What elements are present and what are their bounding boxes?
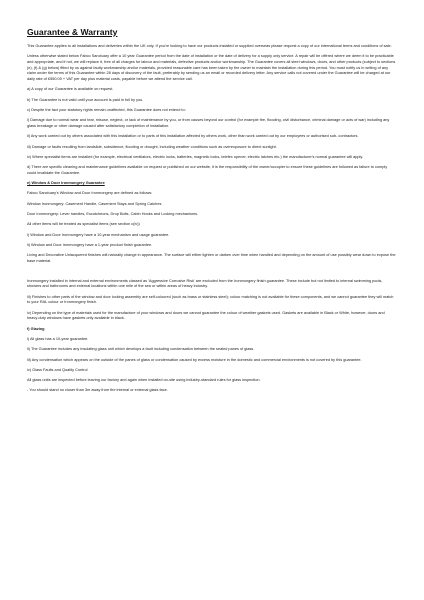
paragraph: Fabco Sanctuary's Window and Door Ironmongery are defined as follows: [27,191,153,196]
paragraph: iv) Depending on the type of materials used for the manufacture of your windows and doors we cannot guarantee the colour of weather gaskets used. Gaskets are available in Black or White, however, doors and heavy-duty windows have gaskets only available in black. [27,310,385,321]
paragraph: iii) Damage or faults resulting from landslide, subsidence, flooding or drought, including weather conditions such as overexposure to direct sunlight. [27,144,277,149]
section-heading: e) Window & Door Ironmongery Guarantee [27,181,105,186]
paragraph: Door Ironmongery: Lever handles, Escutcheons, Drop Bolts, Cabin Hooks and Locking mechanisms. [27,212,199,217]
paragraph: i) All glass has a 10-year guarantee. [27,336,89,341]
paragraph: ii) The Guarantee includes any insulating glass unit which develops a fault including condensation between the sealed panes of glass. [27,347,255,352]
paragraph: i) Window and Door Ironmongery have a 10-year mechanism and usage guarantee. [27,232,170,237]
paragraph: i) Damage due to normal wear and tear, misuse, neglect, or lack of maintenance by you, or from causes beyond our control (for example fire, flooding, civil disturbance, criminal damage or acts of war) including any glass breakage or other damage caused after satisfactory completion of installation. [27,118,390,128]
paragraph: This Guarantee applies to all installations and deliveries within the UK only. If you're looking to have our products installed or supplied overseas please request a copy of our international terms and conditions of sale. [27,44,392,48]
paragraph: b) The Guarantee is not valid until your account is paid in full by you. [27,97,144,102]
paragraph: Window Ironmongery: Casement Handle, Casement Stays and Spring Catches [27,201,162,206]
paragraph: d) There are specific cleaning and maintenance guidelines available on request or published on our website, it is the responsibility of the owner/occupier to ensure these guidelines are followed as failure to comply could invalidate the Guarantee. [27,165,388,175]
paragraph: iii) Any condensation which appears on the outside of the panes of glass or condensation caused by excess moisture in the domestic and commercial environments is not covered by this guarantee. [27,357,362,362]
paragraph: iii) Finishes to other parts of the window and door locking assembly are self-coloured (such as brass or stainless steel); colour matching is not available for these components, and we cannot guarantee they will match to your RAL colour or Ironmongery finish. [27,294,394,305]
paragraph: ii) Window and Door Ironmongery have a 1-year product finish guarantee. [27,242,153,247]
paragraph: Unless otherwise stated below Fabco Sanctuary offer a 10 year Guarantee period from the date of installation or the date of delivery for a supply only service. A repair will be offered where we deem it to be practicable and appropriate, and if not, we will replace it, free of all charges for labour and materials, defective products and/or workmanship. The Guarantee covers all steel windows, doors, and other products (subject to sections (e), (f) & (g) below) fitted by us against faulty workmanship and/or materials, provided reasonable care has been taken by the owner to maintain the installation during this period. You must notify us in writing of any claim under the terms of this Guarantee within 28 days of discovery of the fault, preferably by sending us an email or recorded delivery letter. Any service calls not covered under the Guarantee will be charged at our daily rate of £550.00 + VAT per day plus material costs, payable before we attend the service call. [27,54,396,82]
paragraph: All glass units are inspected before leaving our factory and again when installed on-site using industry-standard rules for glass inspection. [27,378,261,383]
paragraph: Living and Decorative Unlacquered finishes will naturally change in appearance. The surface will either lighten or darken over time when handled and depending on the amount of use possibly wear down to expose the base material. [27,253,396,263]
paragraph: iv) Glass Faults and Quality Control [27,367,88,372]
paragraph: - You should stand no closer than 3m away from the internal or external glass face. [27,388,168,393]
paragraph: Ironmongery installed in internal and external environments classed as 'Aggressive Corrosive Risk' are excluded from the Ironmongery finish guarantee. These include but not limited to internal swimming pools, showers and bathrooms and external locations within one mile of the sea or within areas of heavy industry. [27,278,383,289]
section-heading: f) Glazing [27,326,45,331]
paragraph: c) Despite the fact your statutory rights remain unaffected, this Guarantee does not extend to: [27,108,186,112]
paragraph: a) A copy of our Guarantee is available on request. [27,87,114,92]
paragraph: iv) Where specialist items are installed (for example, electrical ventilators, electric locks, batteries, magnetic locks, telefex opener, electric latches etc.) the manufacturer's normal guarantee will apply. [27,154,364,159]
page-title: Guarantee & Warranty [27,27,118,37]
paragraph: All other items will be treated as specialist items (see section c(iv)) [27,222,140,227]
paragraph: ii) Any work carried out by others associated with this installation or to parts of this installation affected by others work, other than work carried out by our employees or authorised sub- contractors. [27,134,359,139]
document-body [27,44,397,394]
